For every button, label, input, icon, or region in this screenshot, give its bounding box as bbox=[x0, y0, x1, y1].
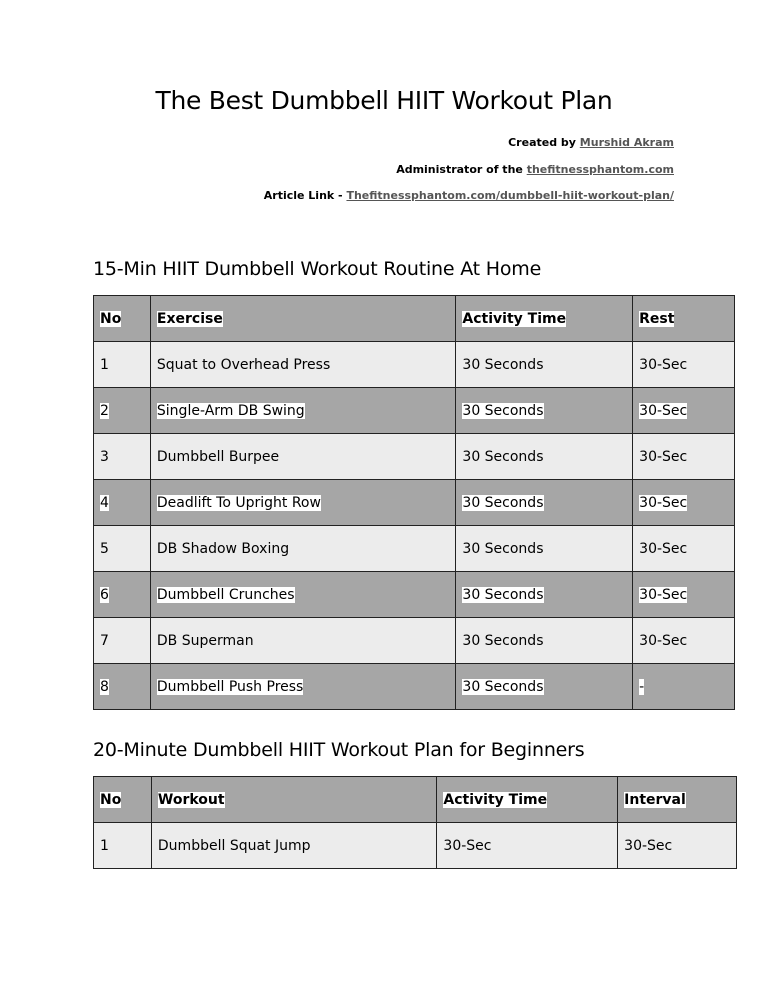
table-cell: 30 Seconds bbox=[456, 434, 633, 480]
site-link[interactable]: thefitnessphantom.com bbox=[526, 163, 674, 176]
table-cell: 1 bbox=[94, 342, 151, 388]
page-title: The Best Dumbbell HIIT Workout Plan bbox=[155, 86, 613, 115]
table-cell: DB Shadow Boxing bbox=[150, 526, 456, 572]
table-row bbox=[94, 572, 735, 618]
workout-table-20min bbox=[93, 776, 737, 869]
table-cell: 30 Seconds bbox=[456, 664, 633, 710]
administrator-line bbox=[396, 163, 674, 176]
header-cell: Activity Time bbox=[456, 296, 633, 342]
table-cell: 30-Sec bbox=[437, 823, 618, 869]
table-cell: 7 bbox=[94, 618, 151, 664]
table-cell: Dumbbell Squat Jump bbox=[151, 823, 437, 869]
table-cell: 30-Sec bbox=[633, 342, 735, 388]
table-cell: Dumbbell Crunches bbox=[150, 572, 456, 618]
header-cell: Interval bbox=[618, 777, 737, 823]
header-cell: No bbox=[94, 777, 152, 823]
table-row bbox=[94, 388, 735, 434]
article-link-label: Article Link - bbox=[263, 189, 347, 202]
table-header-row bbox=[94, 777, 737, 823]
table-cell: Single-Arm DB Swing bbox=[150, 388, 456, 434]
table-cell: 30-Sec bbox=[633, 388, 735, 434]
administrator-label: Administrator of the bbox=[396, 163, 527, 176]
table-row bbox=[94, 618, 735, 664]
table-cell: 6 bbox=[94, 572, 151, 618]
table-row bbox=[94, 526, 735, 572]
table-row bbox=[94, 823, 737, 869]
table-cell: Dumbbell Push Press bbox=[150, 664, 456, 710]
table-cell: 30 Seconds bbox=[456, 618, 633, 664]
table-row bbox=[94, 480, 735, 526]
table-cell: 1 bbox=[94, 823, 152, 869]
section-heading-15min: 15-Min HIIT Dumbbell Workout Routine At Home bbox=[93, 258, 542, 280]
table-cell: 5 bbox=[94, 526, 151, 572]
table-cell: 30-Sec bbox=[633, 526, 735, 572]
table-cell: 4 bbox=[94, 480, 151, 526]
table-cell: 30-Sec bbox=[633, 618, 735, 664]
table-cell: 30 Seconds bbox=[456, 526, 633, 572]
table-row bbox=[94, 664, 735, 710]
article-link-line bbox=[264, 189, 674, 202]
author-link[interactable]: Murshid Akram bbox=[579, 136, 674, 149]
table-cell: 30-Sec bbox=[633, 434, 735, 480]
header-cell: Activity Time bbox=[437, 777, 618, 823]
article-link[interactable]: Thefitnessphantom.com/dumbbell-hiit-workout-plan/ bbox=[346, 189, 674, 202]
table-cell: Squat to Overhead Press bbox=[150, 342, 456, 388]
table-row bbox=[94, 342, 735, 388]
header-cell: Workout bbox=[151, 777, 437, 823]
table-cell: 8 bbox=[94, 664, 151, 710]
table-cell: 30 Seconds bbox=[456, 388, 633, 434]
table-cell: 30 Seconds bbox=[456, 572, 633, 618]
table-cell: 30 Seconds bbox=[456, 480, 633, 526]
table-cell: 30-Sec bbox=[633, 480, 735, 526]
created-by-label: Created by bbox=[508, 136, 580, 149]
table-header-row bbox=[94, 296, 735, 342]
table-cell: 2 bbox=[94, 388, 151, 434]
table-cell: Deadlift To Upright Row bbox=[150, 480, 456, 526]
created-by-line bbox=[508, 136, 674, 149]
header-cell: No bbox=[94, 296, 151, 342]
section-heading-20min: 20-Minute Dumbbell HIIT Workout Plan for Beginners bbox=[93, 739, 585, 761]
table-cell: 30 Seconds bbox=[456, 342, 633, 388]
table-cell: 3 bbox=[94, 434, 151, 480]
table-cell: - bbox=[633, 664, 735, 710]
table-cell: Dumbbell Burpee bbox=[150, 434, 456, 480]
table-row bbox=[94, 434, 735, 480]
table-cell: DB Superman bbox=[150, 618, 456, 664]
header-cell: Rest bbox=[633, 296, 735, 342]
header-cell: Exercise bbox=[150, 296, 456, 342]
workout-table-15min bbox=[93, 295, 735, 710]
table-cell: 30-Sec bbox=[618, 823, 737, 869]
table-cell: 30-Sec bbox=[633, 572, 735, 618]
